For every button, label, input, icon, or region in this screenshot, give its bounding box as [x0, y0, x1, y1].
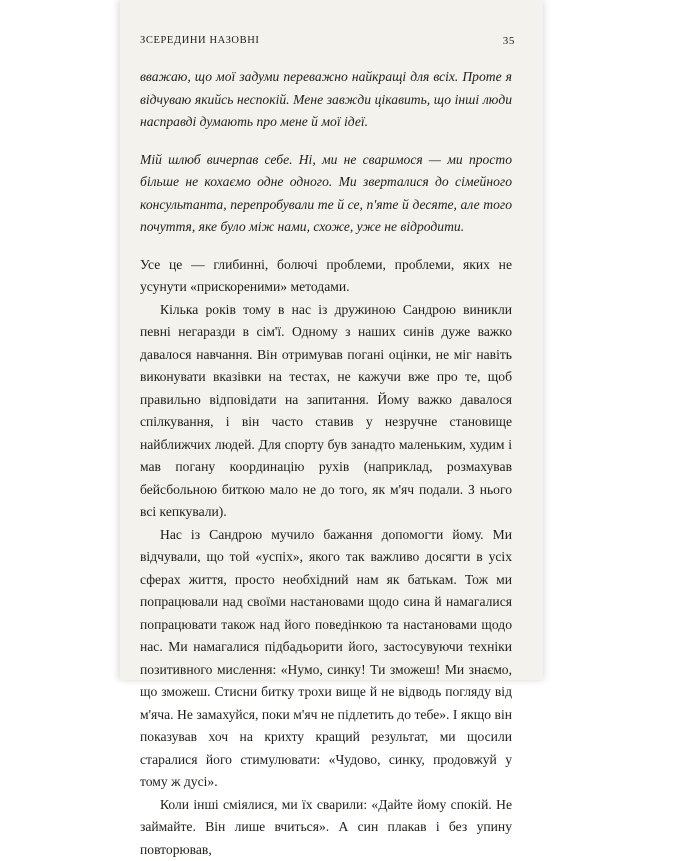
- quote-paragraph: Мій шлюб вичерпав себе. Ні, ми не сваримося — ми просто більше не кохаємо одне одного. Ми зверталися до сімейного консультанта, перепробували те й се, п'яте й десяте, але того почуття, яке було між нами, схоже, уже не відродити.: [140, 149, 512, 239]
- body-paragraph: Кілька років тому в нас із дружиною Сандрою виникли певні негаразди в сім'ї. Одному з наших синів дуже важко давалося навчання. Він отримував погані оцінки, не міг навіть виконувати вказівки на тестах, не кажучи вже про те, щоб правильно відповідати на запитання. Йому важко давалося спілкування, і він часто ставив у незручне становище найближчих людей. Для спорту був занадто маленьким, худим і мав погану координацію рухів (наприклад, розмахував бейсбольною биткою мало не до того, як м'яч подали. З нього всі кепкували).: [140, 299, 512, 524]
- body-paragraph: Коли інші сміялися, ми їх сварили: «Дайте йому спокій. Не займайте. Він лише вчиться». А син плакав і без упину повторював,: [140, 794, 512, 861]
- quote-paragraph: вважаю, що мої задуми переважно найкращі для всіх. Проте я відчуваю якийсь неспокій. Мене завжди цікавить, що інші люди насправді думають про мене й мої ідеї.: [140, 66, 512, 134]
- book-page: [120, 0, 543, 680]
- body-paragraph: Нас із Сандрою мучило бажання допомогти йому. Ми відчували, що той «успіх», якого так важливо досягти в усіх сферах життя, просто необхідний нам як батькам. Тож ми попрацювали над своїми настановами щодо сина й намагалися попрацювати також над його поведінкою та настановами щодо нас. Ми намагалися підбадьорити його, застосувуючи техніки позитивного мислення: «Нумо, синку! Ти зможеш! Ми знаємо, що зможеш. Стисни битку трохи вище й не відводь погляду від м'яча. Не замахуйся, поки м'яч не підлетить до тебе». І якщо він показував хоч на крихту кращий результат, ми щосили старалися його стимулювати: «Чудово, синку, продовжуй у тому ж дусі».: [140, 524, 512, 794]
- body-paragraph: Усе це — глибинні, болючі проблеми, проблеми, яких не усунути «прискореними» методами.: [140, 254, 512, 299]
- page-number: 35: [503, 35, 515, 47]
- running-title: ЗСЕРЕДИНИ НАЗОВНІ: [140, 35, 260, 46]
- page-body: [140, 66, 512, 861]
- running-head: [140, 35, 515, 49]
